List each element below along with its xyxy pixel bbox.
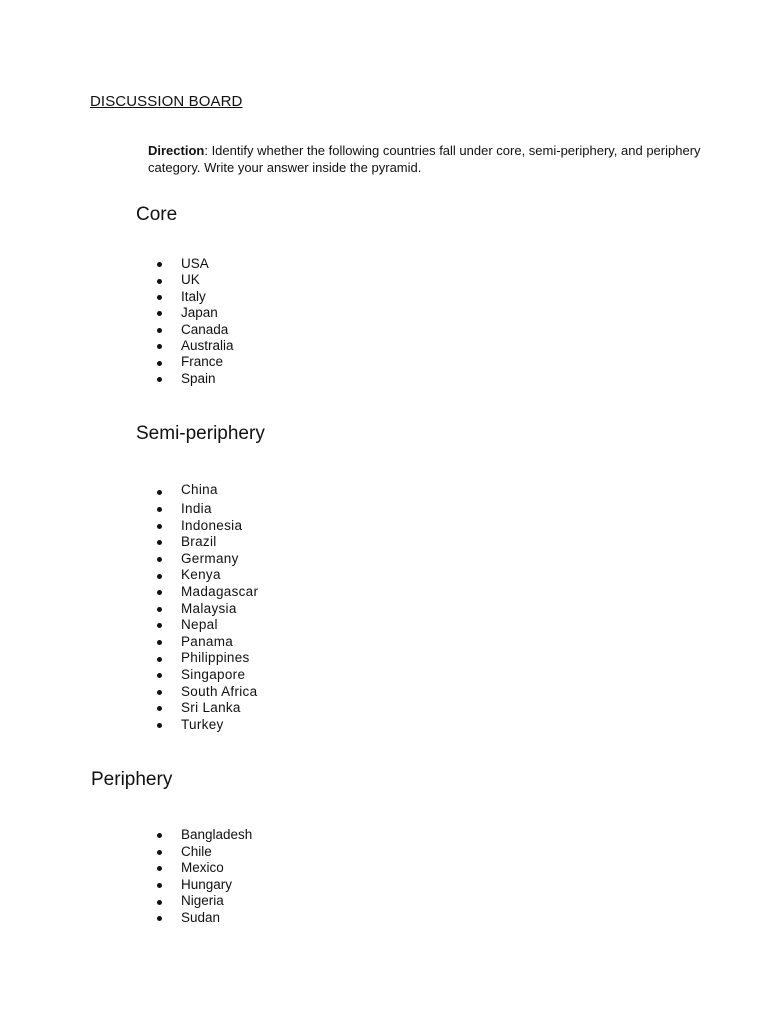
bullet-icon [157,866,162,871]
list-item [0,272,234,288]
list-item [0,684,258,701]
bullet-icon [157,490,162,495]
country-name: France [181,354,224,370]
bullet-icon [157,706,162,711]
list-item [0,501,258,518]
bullet-icon [157,916,162,921]
country-name: South Africa [181,683,258,699]
list-item [0,289,234,305]
list-item [0,717,258,734]
list-item [0,256,234,272]
country-name: Mexico [181,860,224,876]
list-item [0,322,234,338]
direction-label: Direction [148,143,205,158]
document-title: DISCUSSION BOARD [90,93,243,110]
list-item [0,844,252,861]
country-name: Spain [181,370,216,386]
country-name: Philippines [181,650,250,666]
list-item [0,827,252,844]
bullet-icon [157,833,162,838]
country-name: Sri Lanka [181,700,241,716]
bullet-icon [157,690,162,695]
country-name: Kenya [181,567,221,583]
bullet-icon [157,540,162,545]
bullet-icon [157,850,162,855]
bullet-icon [157,657,162,662]
bullet-icon [157,623,162,628]
bullet-icon [157,507,162,512]
country-name: Italy [181,288,206,304]
list-item [0,601,258,618]
country-name: Nepal [181,617,218,633]
list-item [0,584,258,601]
country-name: Bangladesh [181,827,253,842]
list-item [0,534,258,551]
list-item [0,482,258,501]
core-country-list [0,256,234,387]
bullet-icon [157,723,162,728]
country-name: Panama [181,633,234,649]
bullet-icon [157,673,162,678]
country-name: Malaysia [181,600,237,616]
bullet-icon [157,279,162,284]
country-name: Australia [181,337,234,353]
bullet-icon [157,361,162,366]
list-item [0,634,258,651]
country-name: Canada [181,321,229,337]
list-item [0,877,252,894]
country-name: Brazil [181,534,217,550]
list-item [0,518,258,535]
country-name: Hungary [181,876,233,892]
bullet-icon [157,574,162,579]
semi-periphery-heading: Semi-periphery [136,423,265,444]
country-name: Turkey [181,716,224,732]
list-item [0,860,252,877]
list-item [0,371,234,387]
bullet-icon [157,883,162,888]
country-name: Nigeria [181,893,224,909]
country-name: India [181,501,212,516]
list-item [0,617,258,634]
bullet-icon [157,311,162,316]
country-name: Japan [181,305,218,321]
bullet-icon [157,590,162,595]
list-item [0,305,234,321]
list-item [0,910,252,927]
bullet-icon [157,557,162,562]
bullet-icon [157,900,162,905]
periphery-country-list [0,827,252,927]
bullet-icon [157,607,162,612]
bullet-icon [157,377,162,382]
periphery-heading: Periphery [91,769,173,790]
bullet-icon [157,295,162,300]
bullet-icon [157,344,162,349]
list-item [0,551,258,568]
country-name: Germany [181,550,239,566]
country-name: USA [181,256,209,271]
direction-paragraph [148,142,708,176]
country-name: Chile [181,843,212,859]
list-item [0,650,258,667]
country-name: China [181,482,218,497]
list-item [0,567,258,584]
list-item [0,354,234,370]
list-item [0,338,234,354]
list-item [0,893,252,910]
bullet-icon [157,640,162,645]
bullet-icon [157,328,162,333]
semi-periphery-country-list [0,482,258,733]
bullet-icon [157,524,162,529]
core-heading: Core [136,204,178,225]
direction-text: : Identify whether the following countries fall under core, semi-periphery, and periphery category. Write your answer inside the pyramid. [148,143,701,175]
country-name: Indonesia [181,517,243,533]
list-item [0,700,258,717]
country-name: UK [181,272,200,288]
bullet-icon [157,262,162,267]
list-item [0,667,258,684]
country-name: Sudan [181,909,221,925]
country-name: Singapore [181,666,246,682]
country-name: Madagascar [181,583,259,599]
